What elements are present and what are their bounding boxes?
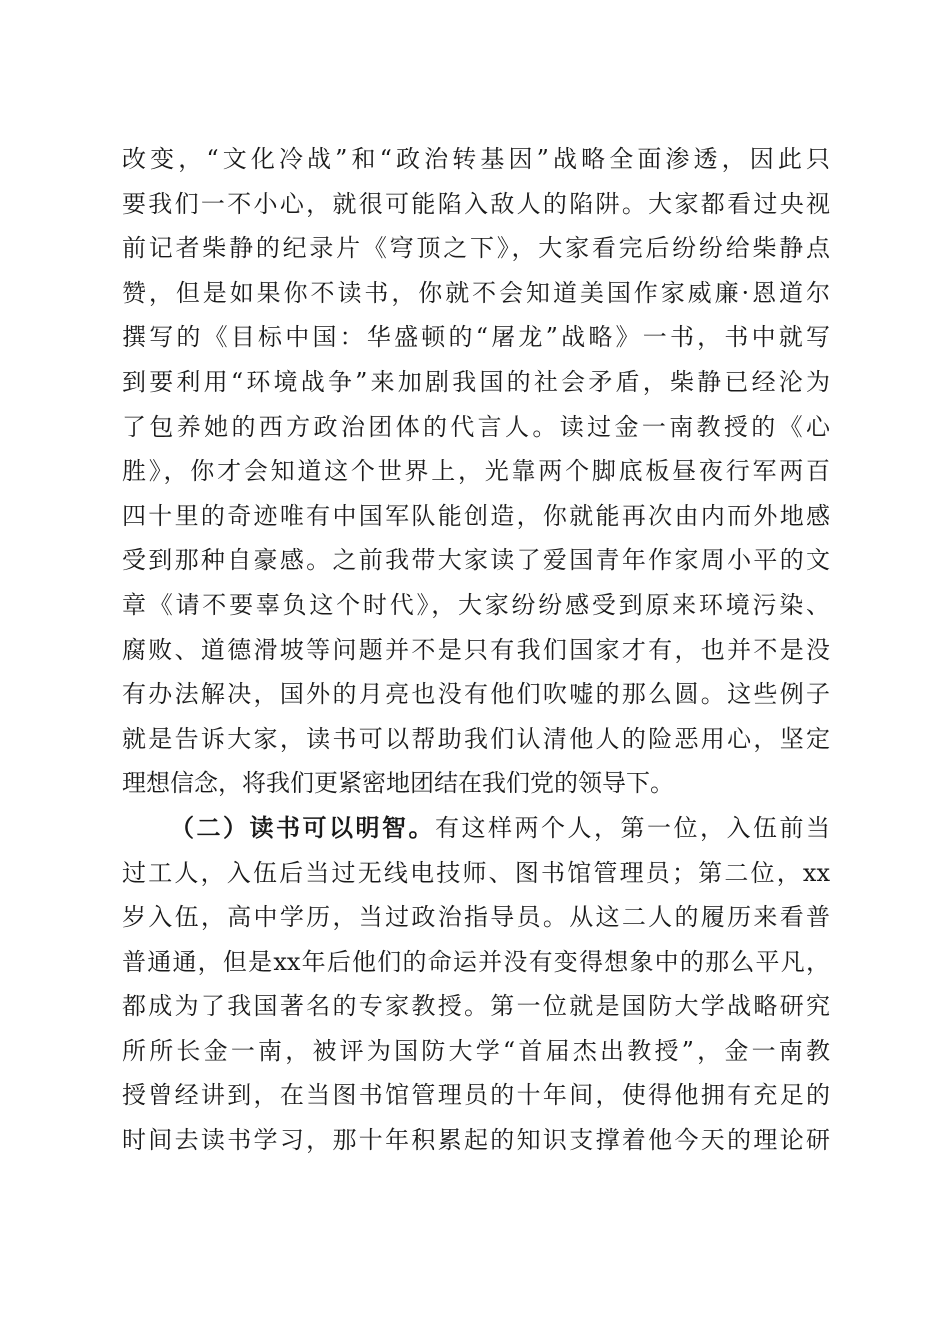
text-line: 到要利用“环境战争”来加剧我国的社会矛盾，柴静已经沦为 <box>122 367 830 396</box>
text-line: 理想信念，将我们更紧密地团结在我们党的领导下。 <box>122 769 674 798</box>
text-line: 授曾经讲到，在当图书馆管理员的十年间，使得他拥有充足的 <box>122 1081 830 1110</box>
text-line: 时间去读书学习，那十年积累起的知识支撑着他今天的理论研 <box>122 1126 830 1155</box>
text-line: 就是告诉大家，读书可以帮助我们认清他人的险恶用心，坚定 <box>122 724 830 753</box>
text-line: 都成为了我国著名的专家教授。第一位就是国防大学战略研究 <box>122 992 830 1021</box>
text-line: 有办法解决，国外的月亮也没有他们吹嘘的那么圆。这些例子 <box>122 680 830 709</box>
text-line: 了包养她的西方政治团体的代言人。读过金一南教授的《心 <box>122 412 830 441</box>
text-line: 腐败、道德滑坡等问题并不是只有我们国家才有，也并不是没 <box>122 635 830 664</box>
text-line: 要我们一不小心，就很可能陷入敌人的陷阱。大家都看过央视 <box>122 189 830 218</box>
text-line: 胜》，你才会知道这个世界上，光靠两个脚底板昼夜行军两百 <box>122 457 830 486</box>
section-heading: （二）读书可以明智。 <box>170 812 435 842</box>
text-line: 所所长金一南，被评为国防大学“首届杰出教授”，金一南教 <box>122 1036 830 1065</box>
text-line: 赞，但是如果你不读书，你就不会知道美国作家威廉·恩道尔 <box>122 278 830 307</box>
text-line: 改变，“文化冷战”和“政治转基因”战略全面渗透，因此只 <box>122 145 830 173</box>
section-heading-line <box>122 806 830 851</box>
body-text <box>122 137 830 1163</box>
text-line: 岁入伍，高中学历，当过政治指导员。从这二人的履历来看普 <box>122 903 830 932</box>
text-line: 前记者柴静的纪录片《穹顶之下》，大家看完后纷纷给柴静点 <box>122 234 830 263</box>
text-line: 撰写的《目标中国：华盛顿的“屠龙”战略》一书，书中就写 <box>122 323 830 352</box>
text-segment: 有这样两个人，第一位，入伍前当 <box>435 813 830 842</box>
text-line: 普通通，但是xx年后他们的命运并没有变得想象中的那么平凡， <box>122 947 830 976</box>
text-line: 四十里的奇迹唯有中国军队能创造，你就能再次由内而外地感 <box>122 501 830 530</box>
text-line: 受到那种自豪感。之前我带大家读了爱国青年作家周小平的文 <box>122 546 830 575</box>
text-line: 章《请不要辜负这个时代》，大家纷纷感受到原来环境污染、 <box>122 590 830 619</box>
text-line: 过工人，入伍后当过无线电技师、图书馆管理员；第二位，xx <box>122 858 830 887</box>
